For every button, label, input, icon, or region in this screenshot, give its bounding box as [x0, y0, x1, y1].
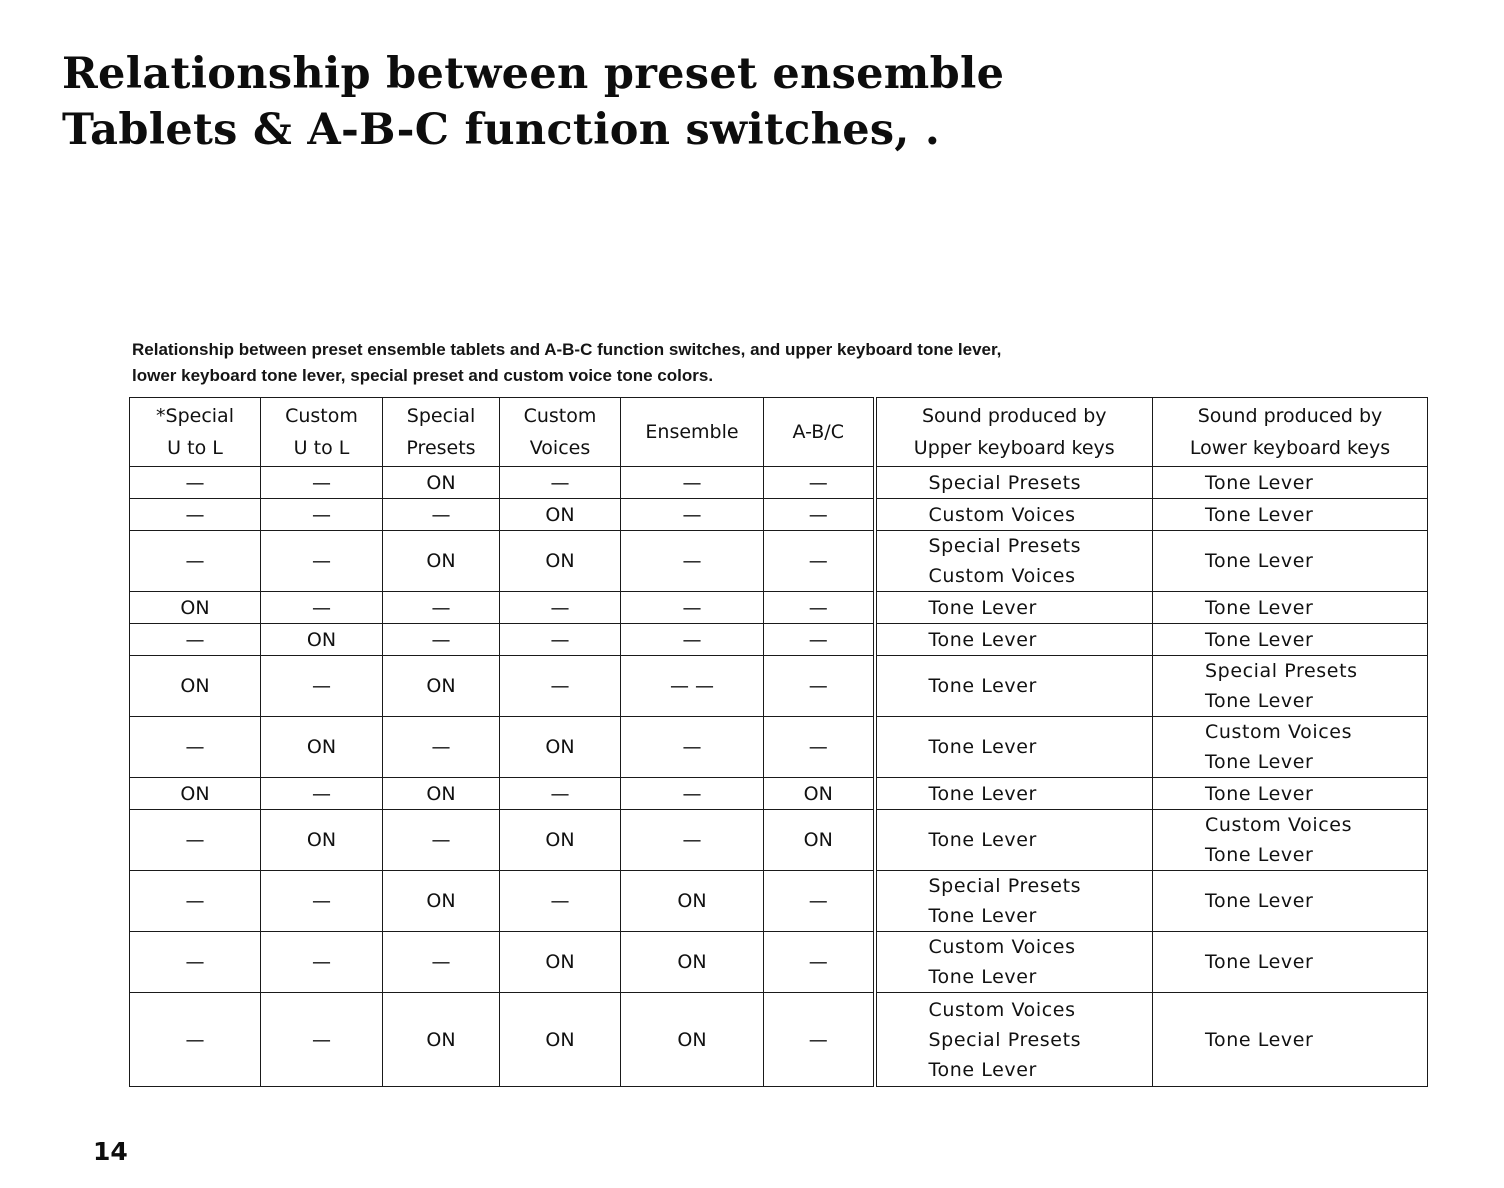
cell-ensemble: ON: [621, 993, 764, 1087]
cell-special-presets: ON: [383, 467, 500, 499]
sound-source: Tone Lever: [928, 628, 1037, 651]
table-row: [130, 717, 1428, 778]
cell-upper-sound: [875, 810, 1153, 871]
header-custom-u-to-l: [261, 398, 383, 467]
header-label: Voices: [529, 437, 591, 459]
sound-source: Special Presets: [928, 875, 1082, 897]
cell-lower-sound: [1153, 624, 1428, 656]
header-label: Special: [406, 405, 476, 427]
sound-source: Tone Lever: [928, 675, 1037, 697]
cell-lower-sound: [1153, 717, 1428, 778]
cell-custom-voices: ON: [500, 499, 621, 531]
sound-source: Tone Lever: [1205, 628, 1314, 651]
sound-source: Custom Voices: [928, 936, 1076, 958]
header-upper-sound: [875, 398, 1153, 467]
table-row: [130, 778, 1428, 810]
sound-source: Tone Lever: [928, 596, 1037, 619]
table-row: [130, 656, 1428, 717]
cell-custom-voices: —: [500, 778, 621, 810]
cell-custom-voices: ON: [500, 932, 621, 993]
sound-source: Tone Lever: [928, 966, 1037, 988]
cell-a-b-c: —: [764, 717, 875, 778]
cell-upper-sound: [875, 624, 1153, 656]
cell-special-presets: —: [383, 592, 500, 624]
sound-source: Custom Voices: [928, 998, 1076, 1021]
table-row: [130, 499, 1428, 531]
sound-source: Special Presets: [928, 1028, 1082, 1051]
cell-special-u-to-l: —: [130, 531, 261, 592]
cell-a-b-c: ON: [764, 778, 875, 810]
sound-source: Tone Lever: [928, 905, 1037, 927]
header-label: Lower keyboard keys: [1189, 437, 1391, 459]
cell-upper-sound: [875, 656, 1153, 717]
sound-source: Tone Lever: [1205, 751, 1314, 773]
header-label: A-B/C: [792, 421, 844, 443]
table-caption: [132, 337, 1232, 389]
header-label: Ensemble: [645, 421, 739, 443]
sound-source: Tone Lever: [1205, 844, 1314, 866]
cell-ensemble: —: [621, 499, 764, 531]
cell-custom-u-to-l: —: [261, 656, 383, 717]
page-title: [62, 46, 1004, 158]
cell-custom-u-to-l: —: [261, 778, 383, 810]
sound-source: Tone Lever: [1205, 1028, 1314, 1051]
cell-special-u-to-l: —: [130, 810, 261, 871]
sound-source: Tone Lever: [1205, 471, 1314, 494]
table-row: [130, 993, 1428, 1087]
header-special-u-to-l: [130, 398, 261, 467]
cell-lower-sound: [1153, 499, 1428, 531]
sound-source: Tone Lever: [928, 782, 1037, 805]
cell-custom-voices: —: [500, 467, 621, 499]
header-label: Sound produced by: [921, 405, 1107, 427]
cell-a-b-c: —: [764, 499, 875, 531]
cell-special-u-to-l: ON: [130, 778, 261, 810]
header-ensemble: [621, 398, 764, 467]
cell-custom-u-to-l: —: [261, 932, 383, 993]
header-special-presets: [383, 398, 500, 467]
sound-source: Tone Lever: [1205, 890, 1314, 912]
page-title-line-1: Relationship between preset ensemble: [62, 49, 1005, 99]
cell-special-u-to-l: —: [130, 932, 261, 993]
cell-custom-voices: ON: [500, 810, 621, 871]
table-row: [130, 810, 1428, 871]
cell-special-presets: —: [383, 499, 500, 531]
cell-special-presets: ON: [383, 993, 500, 1087]
sound-source: Tone Lever: [1205, 503, 1314, 526]
header-label: U to L: [167, 437, 223, 459]
table-row: [130, 624, 1428, 656]
cell-upper-sound: [875, 499, 1153, 531]
cell-upper-sound: [875, 932, 1153, 993]
header-label: *Special: [156, 405, 234, 427]
sound-source: Special Presets: [1205, 660, 1358, 682]
cell-ensemble: — —: [621, 656, 764, 717]
cell-lower-sound: [1153, 932, 1428, 993]
cell-special-presets: ON: [383, 531, 500, 592]
cell-a-b-c: —: [764, 624, 875, 656]
cell-special-u-to-l: —: [130, 499, 261, 531]
cell-lower-sound: [1153, 993, 1428, 1087]
cell-custom-u-to-l: ON: [261, 810, 383, 871]
cell-a-b-c: —: [764, 592, 875, 624]
cell-custom-u-to-l: —: [261, 592, 383, 624]
cell-special-presets: ON: [383, 778, 500, 810]
table-row: [130, 592, 1428, 624]
cell-ensemble: —: [621, 624, 764, 656]
cell-lower-sound: [1153, 467, 1428, 499]
table-header: [130, 398, 1428, 467]
cell-special-presets: ON: [383, 656, 500, 717]
cell-special-u-to-l: —: [130, 717, 261, 778]
header-label: Custom: [285, 405, 358, 427]
sound-source: Tone Lever: [928, 1058, 1037, 1081]
cell-custom-u-to-l: —: [261, 499, 383, 531]
cell-a-b-c: —: [764, 993, 875, 1087]
table-body: [130, 467, 1428, 1087]
cell-upper-sound: [875, 778, 1153, 810]
sound-source: Tone Lever: [1205, 690, 1314, 712]
table-caption-line-2: lower keyboard tone lever, special preset and custom voice tone colors.: [132, 366, 714, 385]
cell-custom-voices: —: [500, 624, 621, 656]
cell-a-b-c: —: [764, 531, 875, 592]
cell-special-u-to-l: —: [130, 993, 261, 1087]
cell-upper-sound: [875, 871, 1153, 932]
table-row: [130, 467, 1428, 499]
cell-custom-voices: ON: [500, 717, 621, 778]
cell-lower-sound: [1153, 778, 1428, 810]
cell-custom-u-to-l: —: [261, 871, 383, 932]
page-number: 14: [93, 1137, 128, 1166]
sound-source: Tone Lever: [1205, 951, 1314, 973]
cell-upper-sound: [875, 467, 1153, 499]
cell-custom-voices: —: [500, 592, 621, 624]
sound-source: Special Presets: [928, 471, 1082, 494]
cell-special-u-to-l: ON: [130, 592, 261, 624]
header-lower-sound: [1153, 398, 1428, 467]
table-caption-line-1: Relationship between preset ensemble tablets and A-B-C function switches, and upper keyboard tone lever,: [132, 340, 1002, 359]
cell-upper-sound: [875, 993, 1153, 1087]
cell-special-u-to-l: —: [130, 871, 261, 932]
table-row: [130, 871, 1428, 932]
sound-source: Tone Lever: [928, 829, 1037, 851]
cell-a-b-c: —: [764, 467, 875, 499]
sound-source: Custom Voices: [928, 503, 1076, 526]
cell-custom-voices: ON: [500, 993, 621, 1087]
cell-special-presets: —: [383, 624, 500, 656]
header-label: Sound produced by: [1197, 405, 1383, 427]
header-label: Presets: [406, 437, 476, 459]
sound-source: Special Presets: [928, 535, 1082, 557]
table-row: [130, 531, 1428, 592]
cell-custom-u-to-l: ON: [261, 717, 383, 778]
sound-source: Tone Lever: [928, 736, 1037, 758]
cell-custom-u-to-l: ON: [261, 624, 383, 656]
cell-custom-voices: —: [500, 871, 621, 932]
header-label: Upper keyboard keys: [913, 437, 1115, 459]
switch-relationship-table: [129, 397, 1428, 1087]
cell-special-presets: —: [383, 932, 500, 993]
cell-lower-sound: [1153, 810, 1428, 871]
cell-custom-u-to-l: —: [261, 467, 383, 499]
page-title-line-2: Tablets & A-B-C function switches, .: [62, 105, 941, 155]
sound-source: Custom Voices: [928, 565, 1076, 587]
cell-upper-sound: [875, 592, 1153, 624]
cell-upper-sound: [875, 531, 1153, 592]
cell-ensemble: —: [621, 717, 764, 778]
header-label: Custom: [523, 405, 597, 427]
cell-upper-sound: [875, 717, 1153, 778]
cell-ensemble: —: [621, 531, 764, 592]
table-row: [130, 932, 1428, 993]
cell-custom-u-to-l: —: [261, 531, 383, 592]
cell-ensemble: ON: [621, 871, 764, 932]
cell-special-u-to-l: ON: [130, 656, 261, 717]
cell-a-b-c: —: [764, 656, 875, 717]
cell-custom-voices: —: [500, 656, 621, 717]
cell-a-b-c: ON: [764, 810, 875, 871]
sound-source: Tone Lever: [1205, 550, 1314, 572]
cell-custom-u-to-l: —: [261, 993, 383, 1087]
cell-ensemble: —: [621, 592, 764, 624]
header-label: U to L: [293, 437, 350, 459]
header-row: [130, 398, 1428, 467]
sound-source: Custom Voices: [1205, 721, 1353, 743]
cell-a-b-c: —: [764, 871, 875, 932]
cell-special-u-to-l: —: [130, 624, 261, 656]
cell-lower-sound: [1153, 592, 1428, 624]
cell-custom-voices: ON: [500, 531, 621, 592]
cell-ensemble: —: [621, 467, 764, 499]
header-custom-voices: [500, 398, 621, 467]
sound-source: Custom Voices: [1205, 814, 1353, 836]
cell-ensemble: —: [621, 810, 764, 871]
cell-special-presets: —: [383, 717, 500, 778]
sound-source: Tone Lever: [1205, 596, 1314, 619]
cell-special-presets: ON: [383, 871, 500, 932]
cell-ensemble: ON: [621, 932, 764, 993]
cell-lower-sound: [1153, 531, 1428, 592]
cell-lower-sound: [1153, 656, 1428, 717]
cell-a-b-c: —: [764, 932, 875, 993]
header-a-b-c: [764, 398, 875, 467]
cell-special-u-to-l: —: [130, 467, 261, 499]
cell-lower-sound: [1153, 871, 1428, 932]
sound-source: Tone Lever: [1205, 782, 1314, 805]
cell-special-presets: —: [383, 810, 500, 871]
cell-ensemble: —: [621, 778, 764, 810]
